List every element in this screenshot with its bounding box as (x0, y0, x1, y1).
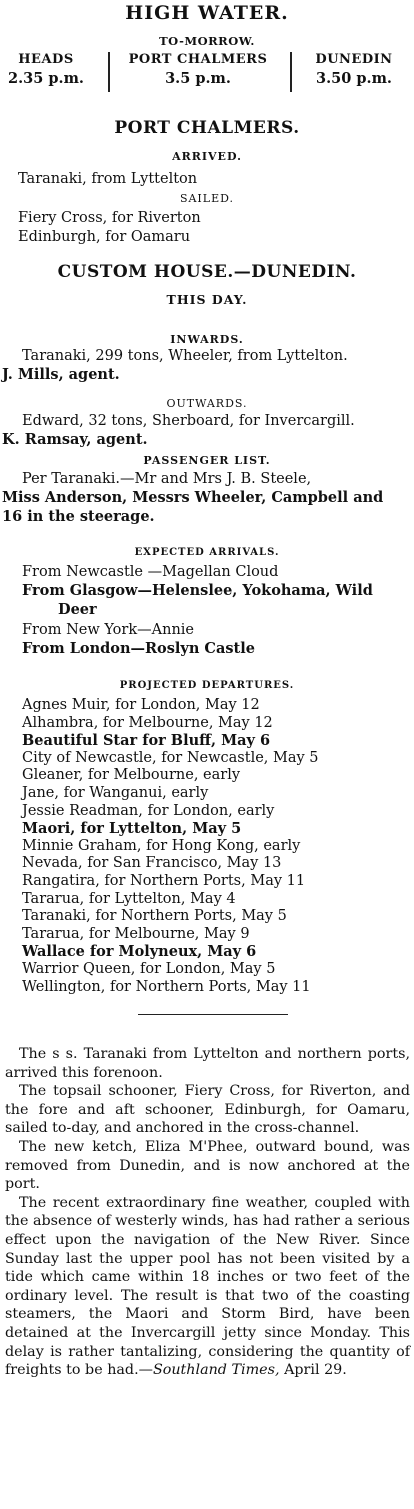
tide-heads-time: 2.35 p.m. (8, 70, 84, 87)
list-item: Tararua, for Lyttelton, May 4 (22, 890, 236, 907)
passenger-list-label: PASSENGER LIST. (143, 454, 271, 467)
tide-port-time: 3.5 p.m. (165, 70, 231, 87)
list-item: Jessie Readman, for London, early (22, 802, 275, 819)
list-item: Minnie Graham, for Hong Kong, early (22, 837, 301, 854)
news-paragraph-text: The recent extraordinary fine weather, coupled with the absence of westerly winds, has had rather a serious effect upon the navigation of the New River. Since Sunday last the upper pool has not been visited by a tide which came within 18 inches or two feet of the ordinary level. The result is that two of the coasting steamers, the Maori and Storm Bird, have been detained at the Invercargill jetty since Monday. This delay is rather tantalizing, considering the quantity of freights to be had.— (5, 1194, 410, 1379)
high-water-title: HIGH WATER. (125, 2, 289, 24)
arrival-line: From Glasgow—Helenslee, Yokohama, Wild (22, 582, 373, 599)
inwards-label: INWARDS. (170, 333, 244, 346)
tide-port-chalmers (112, 50, 284, 88)
outwards-agent: K. Ramsay, agent. (2, 431, 148, 448)
list-item: Maori, for Lyttelton, May 5 (22, 820, 242, 838)
port-chalmers-title: PORT CHALMERS. (114, 118, 300, 138)
arrival-line: From Newcastle —Magellan Cloud (22, 564, 279, 580)
list-item: Warrior Queen, for London, May 5 (22, 960, 276, 977)
list-item: Gleaner, for Melbourne, early (22, 767, 241, 784)
custom-house-day: THIS DAY. (166, 292, 248, 307)
outwards-line: Edward, 32 tons, Sherboard, for Invercargill. (22, 413, 355, 429)
tide-dunedin (298, 50, 410, 88)
expected-arrivals-label: EXPECTED ARRIVALS. (134, 547, 280, 558)
list-item: Tararua, for Melbourne, May 9 (22, 925, 250, 942)
passenger-line: Miss Anderson, Messrs Wheeler, Campbell and (2, 489, 384, 506)
passenger-line: Per Taranaki.—Mr and Mrs J. B. Steele, (22, 471, 312, 487)
tide-dunedin-time: 3.50 p.m. (316, 70, 392, 87)
arrived-label: ARRIVED. (172, 150, 242, 163)
news-paragraph: The s s. Taranaki from Lyttelton and northern ports, arrived this forenoon. (5, 1046, 410, 1081)
sailed-item: Edinburgh, for Oamaru (18, 229, 191, 245)
tide-dunedin-label: DUNEDIN (315, 52, 393, 67)
list-item: Alhambra, for Melbourne, May 12 (22, 714, 273, 731)
arrival-line: From London—Roslyn Castle (22, 640, 255, 657)
sailed-item: Fiery Cross, for Riverton (18, 210, 201, 226)
outwards-label: OUTWARDS. (166, 397, 248, 410)
tide-divider (108, 52, 110, 92)
projected-departures-label: PROJECTED DEPARTURES. (119, 680, 295, 691)
section-divider (138, 1014, 288, 1015)
sailed-label: SAILED. (179, 192, 235, 205)
tide-heads (2, 50, 90, 88)
departures-list (22, 697, 319, 996)
arrived-item: Taranaki, from Lyttelton (18, 171, 198, 187)
tide-heads-label: HEADS (18, 52, 74, 67)
list-item: Jane, for Wanganui, early (22, 784, 209, 801)
arrival-line: From New York—Annie (22, 622, 194, 638)
news-paragraph (5, 1194, 410, 1380)
shipping-news (5, 1045, 410, 1380)
custom-house-title: CUSTOM HOUSE.—DUNEDIN. (57, 262, 357, 282)
news-source: Southland Times, (152, 1362, 280, 1379)
news-date: April 29. (284, 1362, 347, 1379)
inwards-agent: J. Mills, agent. (2, 366, 120, 383)
list-item: Wellington, for Northern Ports, May 11 (22, 978, 311, 995)
list-item: Agnes Muir, for London, May 12 (22, 697, 260, 713)
news-paragraph: The topsail schooner, Fiery Cross, for Riverton, and the fore and aft schooner, Edinburgh, for Oamaru, sailed to-day, and anchored in the cross-channel. (5, 1083, 410, 1137)
news-paragraph: The new ketch, Eliza M'Phee, outward bound, was removed from Dunedin, and is now anchored at the port. (5, 1138, 410, 1193)
list-item: Nevada, for San Francisco, May 13 (22, 855, 282, 872)
inwards-line: Taranaki, 299 tons, Wheeler, from Lyttelton. (22, 348, 348, 364)
arrival-line: Deer (58, 601, 97, 618)
list-item: Beautiful Star for Bluff, May 6 (22, 732, 271, 750)
high-water-when: TO-MORROW. (159, 34, 255, 48)
list-item: Rangatira, for Northern Ports, May 11 (22, 872, 306, 889)
tide-divider (290, 52, 292, 92)
tide-port-label: PORT CHALMERS (128, 52, 268, 67)
list-item: City of Newcastle, for Newcastle, May 5 (22, 749, 319, 766)
list-item: Taranaki, for Northern Ports, May 5 (22, 908, 287, 925)
passenger-line: 16 in the steerage. (2, 508, 155, 525)
list-item: Wallace for Molyneux, May 6 (22, 943, 257, 961)
